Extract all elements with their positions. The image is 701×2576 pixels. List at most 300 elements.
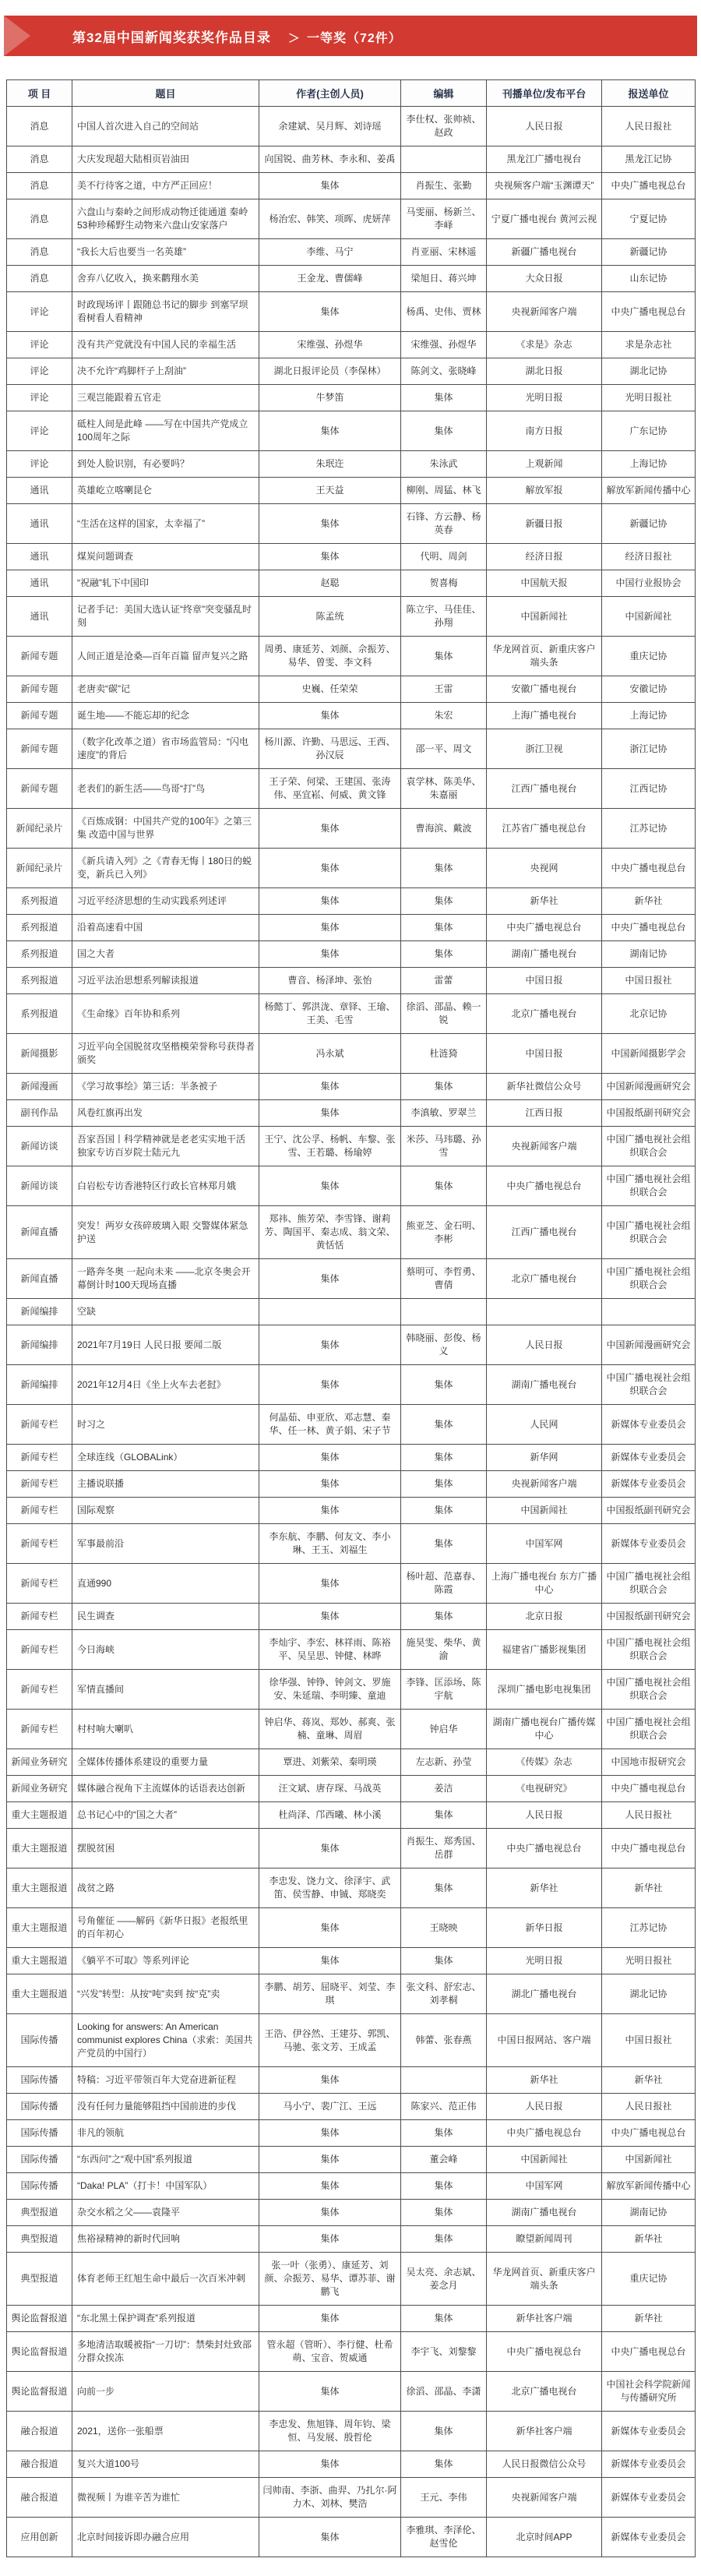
submitter-cell: 人民日报社 — [602, 107, 696, 146]
platform-cell: 新华网 — [487, 1445, 602, 1471]
submitter-cell: 经济日报社 — [602, 544, 696, 570]
table-row — [7, 544, 696, 570]
page-title-subtitle: 一等奖（72件） — [306, 31, 402, 45]
title-cell: 村村响大喇叭 — [72, 1710, 259, 1749]
editors-cell: 集体 — [401, 1604, 487, 1630]
category-cell: 新闻访谈 — [7, 1127, 72, 1166]
platform-cell: 宁夏广播电视台 黄河云视 — [487, 199, 602, 239]
table-row — [7, 1630, 696, 1670]
category-cell: 评论 — [7, 358, 72, 385]
title-cell: 军情直播间 — [72, 1670, 259, 1710]
authors-cell: 杨懿丁、郭洪泷、章铎、王瑜、王美、毛雪 — [259, 994, 401, 1034]
authors-cell: 集体 — [259, 504, 401, 544]
platform-cell: 新华社微信公众号 — [487, 1074, 602, 1100]
table-row — [7, 1749, 696, 1776]
submitter-cell: 中国广播电视社会组织联合会 — [602, 1206, 696, 1259]
submitter-cell: 光明日报社 — [602, 1948, 696, 1974]
editors-cell: 集体 — [401, 1471, 487, 1498]
category-cell: 重大主题报道 — [7, 1802, 72, 1829]
platform-cell: 中国新闻社 — [487, 2147, 602, 2173]
category-cell: 新闻专栏 — [7, 1670, 72, 1710]
category-cell: 重大主题报道 — [7, 1908, 72, 1948]
awards-table — [6, 79, 696, 2557]
table-row — [7, 994, 696, 1034]
authors-cell: 王天益 — [259, 478, 401, 504]
category-cell: 新闻业务研究 — [7, 1749, 72, 1776]
platform-cell: 中国新闻社 — [487, 1498, 602, 1524]
title-cell: 特稿：习近平带领百年大党奋进新征程 — [72, 2067, 259, 2094]
platform-cell: 南方日报 — [487, 411, 602, 451]
submitter-cell: 中央广播电视总台 — [602, 2332, 696, 2372]
platform-cell: 中央广播电视总台 — [487, 1166, 602, 1206]
authors-cell: 李维、马宁 — [259, 239, 401, 266]
platform-cell: 湖南广播电视台 — [487, 1365, 602, 1405]
editors-cell: 米莎、马玮璐、孙雪 — [401, 1127, 487, 1166]
editors-cell: 李宇飞、刘黎黎 — [401, 2332, 487, 2372]
table-row — [7, 2014, 696, 2067]
submitter-cell: 中央广播电视总台 — [602, 292, 696, 332]
authors-cell: 宋维强、孙煜华 — [259, 332, 401, 358]
submitter-cell: 新华社 — [602, 888, 696, 915]
category-cell: 典型报道 — [7, 2226, 72, 2253]
editors-cell: 肖振生、张勤 — [401, 173, 487, 199]
editors-cell: 集体 — [401, 2200, 487, 2226]
table-header-row — [7, 80, 696, 107]
platform-cell: 华龙网首页、新重庆客户端头条 — [487, 637, 602, 676]
category-cell: 新闻直播 — [7, 1259, 72, 1299]
editors-cell: 代明、周剑 — [401, 544, 487, 570]
editors-cell: 钟启华 — [401, 1710, 487, 1749]
editors-cell: 集体 — [401, 941, 487, 968]
submitter-cell: 湖北记协 — [602, 358, 696, 385]
awards-table-body — [7, 107, 696, 2557]
category-cell: 新闻纪录片 — [7, 809, 72, 849]
submitter-cell: 重庆记协 — [602, 2253, 696, 2306]
category-cell: 融合报道 — [7, 2451, 72, 2478]
submitter-cell: 北京记协 — [602, 994, 696, 1034]
category-cell: 新闻专题 — [7, 769, 72, 809]
authors-cell: 王金龙、曹儒峰 — [259, 266, 401, 292]
title-cell: 决不允许“鸡脚杆子上刮油” — [72, 358, 259, 385]
table-row — [7, 1100, 696, 1127]
authors-cell: 集体 — [259, 2306, 401, 2332]
category-cell: 系列报道 — [7, 968, 72, 994]
platform-cell: 央视新闻客户端 — [487, 2478, 602, 2518]
title-cell: 焦裕禄精神的新时代回响 — [72, 2226, 259, 2253]
category-cell: 新闻编排 — [7, 1299, 72, 1325]
editors-cell: 集体 — [401, 1524, 487, 1564]
submitter-cell: 新华社 — [602, 2067, 696, 2094]
editors-cell: 马雯丽、杨新兰、李峄 — [401, 199, 487, 239]
title-cell: 全球连线（GLOBALink） — [72, 1445, 259, 1471]
title-cell: 《学习故事绘》第三话：半条被子 — [72, 1074, 259, 1100]
submitter-cell: 中国报纸副刊研究会 — [602, 1100, 696, 1127]
platform-cell: 中央广播电视总台 — [487, 2332, 602, 2372]
title-cell: 习近平向全国脱贫攻坚楷模荣誉称号获得者颁奖 — [72, 1034, 259, 1074]
platform-cell: 人民网 — [487, 1405, 602, 1445]
column-header: 报送单位 — [602, 80, 696, 107]
authors-cell: 集体 — [259, 941, 401, 968]
table-row — [7, 888, 696, 915]
authors-cell: 集体 — [259, 2120, 401, 2147]
submitter-cell: 中央广播电视总台 — [602, 173, 696, 199]
platform-cell: 央视新闻客户端 — [487, 292, 602, 332]
submitter-cell: 求是杂志社 — [602, 332, 696, 358]
submitter-cell: 中国广播电视社会组织联合会 — [602, 1365, 696, 1405]
submitter-cell: 人民日报社 — [602, 2094, 696, 2120]
authors-cell: 集体 — [259, 703, 401, 729]
title-cell: 国际观察 — [72, 1498, 259, 1524]
submitter-cell: 中央广播电视总台 — [602, 849, 696, 888]
category-cell: 消息 — [7, 266, 72, 292]
authors-cell: 周勇、康延芳、刘颜、佘振芳、易华、曾雯、李文科 — [259, 637, 401, 676]
category-cell: 通讯 — [7, 597, 72, 637]
table-row — [7, 2147, 696, 2173]
category-cell: 国际传播 — [7, 2173, 72, 2200]
editors-cell: 姜洁 — [401, 1776, 487, 1802]
table-row — [7, 1802, 696, 1829]
editors-cell: 集体 — [401, 1868, 487, 1908]
table-row — [7, 849, 696, 888]
submitter-cell: 新疆记协 — [602, 504, 696, 544]
authors-cell: 李灿宇、李宏、林祥雨、陈裕平、吴呈思、钟健、林晔 — [259, 1630, 401, 1670]
page-title — [72, 26, 402, 46]
category-cell: 重大主题报道 — [7, 1948, 72, 1974]
editors-cell: 集体 — [401, 2226, 487, 2253]
submitter-cell: 新媒体专业委员会 — [602, 2518, 696, 2557]
authors-cell: 集体 — [259, 2372, 401, 2412]
category-cell: 系列报道 — [7, 994, 72, 1034]
submitter-cell: 中国新闻社 — [602, 2147, 696, 2173]
title-cell: 老唐卖“碳”记 — [72, 676, 259, 703]
table-row — [7, 1405, 696, 1445]
editors-cell: 李滇敏、罗翠兰 — [401, 1100, 487, 1127]
submitter-cell: 湖南记协 — [602, 941, 696, 968]
platform-cell: 《求是》杂志 — [487, 332, 602, 358]
submitter-cell: 新华社 — [602, 2306, 696, 2332]
authors-cell: 集体 — [259, 915, 401, 941]
category-cell: 重大主题报道 — [7, 1868, 72, 1908]
platform-cell: 新疆日报 — [487, 504, 602, 544]
category-cell: 新闻编排 — [7, 1325, 72, 1365]
table-row — [7, 1908, 696, 1948]
title-cell: 《百炼成钢：中国共产党的100年》之第三集 改造中国与世界 — [72, 809, 259, 849]
authors-cell: 集体 — [259, 2067, 401, 2094]
authors-cell: 湖北日报评论员（李保林） — [259, 358, 401, 385]
platform-cell: 湖南广播电视台 — [487, 941, 602, 968]
editors-cell: 集体 — [401, 1405, 487, 1445]
platform-cell: 中国航天报 — [487, 570, 602, 597]
category-cell: 评论 — [7, 385, 72, 411]
editors-cell: 宋维强、孙煜华 — [401, 332, 487, 358]
authors-cell: 马小宁、裴广江、王远 — [259, 2094, 401, 2120]
table-row — [7, 411, 696, 451]
breadcrumb-separator: ＞ — [287, 31, 301, 45]
platform-cell: 新华社客户端 — [487, 2412, 602, 2451]
platform-cell: 人民日报 — [487, 1325, 602, 1365]
submitter-cell: 中央广播电视总台 — [602, 1829, 696, 1868]
editors-cell: 邵一平、周文 — [401, 729, 487, 769]
editors-cell: 王雷 — [401, 676, 487, 703]
submitter-cell: 宁夏记协 — [602, 199, 696, 239]
platform-cell: 央视频客户端“玉渊谭天” — [487, 173, 602, 199]
page-title-banner — [4, 16, 697, 56]
table-row — [7, 451, 696, 478]
title-cell: 诞生地——不能忘却的纪念 — [72, 703, 259, 729]
authors-cell: 集体 — [259, 1325, 401, 1365]
table-row — [7, 2412, 696, 2451]
submitter-cell: 中国报纸副刊研究会 — [602, 1498, 696, 1524]
column-header: 刊播单位/发布平台 — [487, 80, 602, 107]
submitter-cell: 中国社会科学院新闻与传播研究所 — [602, 2372, 696, 2412]
platform-cell: 光明日报 — [487, 385, 602, 411]
editors-cell: 左志新、孙莹 — [401, 1749, 487, 1776]
authors-cell: 集体 — [259, 411, 401, 451]
editors-cell: 王晓映 — [401, 1908, 487, 1948]
title-cell: 美不行待客之道，中方严正回应！ — [72, 173, 259, 199]
category-cell: 典型报道 — [7, 2253, 72, 2306]
platform-cell: 《电视研究》 — [487, 1776, 602, 1802]
platform-cell: 江西广播电视台 — [487, 769, 602, 809]
category-cell: 重大主题报道 — [7, 1829, 72, 1868]
authors-cell: 集体 — [259, 1498, 401, 1524]
title-cell: “东北黑土保护调查”系列报道 — [72, 2306, 259, 2332]
authors-cell: 王浩、伊谷然、王建芬、郭凯、马驰、张文芳、王成孟 — [259, 2014, 401, 2067]
editors-cell — [401, 146, 487, 173]
authors-cell: 集体 — [259, 888, 401, 915]
authors-cell: 集体 — [259, 1604, 401, 1630]
title-cell: 直通990 — [72, 1564, 259, 1604]
submitter-cell: 山东记协 — [602, 266, 696, 292]
submitter-cell — [602, 1299, 696, 1325]
table-row — [7, 2372, 696, 2412]
title-cell: 时习之 — [72, 1405, 259, 1445]
authors-cell: 向国锐、曲芳林、李永和、姜禹 — [259, 146, 401, 173]
editors-cell — [401, 2067, 487, 2094]
category-cell: 系列报道 — [7, 941, 72, 968]
authors-cell: 张一叶（张勇）、康延芳、刘颜、佘振芳、易华、谭苏菲、谢鹏飞 — [259, 2253, 401, 2306]
title-cell: 煤炭问题调查 — [72, 544, 259, 570]
table-row — [7, 1948, 696, 1974]
editors-cell: 肖亚丽、宋林遥 — [401, 239, 487, 266]
category-cell: 新闻纪录片 — [7, 849, 72, 888]
platform-cell: 新华社 — [487, 888, 602, 915]
submitter-cell: 浙江记协 — [602, 729, 696, 769]
editors-cell: 集体 — [401, 888, 487, 915]
editors-cell: 集体 — [401, 637, 487, 676]
authors-cell: 李鹏、胡芳、屈晓平、刘莹、李琪 — [259, 1974, 401, 2014]
table-row — [7, 385, 696, 411]
submitter-cell: 上海记协 — [602, 703, 696, 729]
editors-cell: 杨叶超、范嘉春、陈霞 — [401, 1564, 487, 1604]
platform-cell: 北京日报 — [487, 1604, 602, 1630]
title-cell: 体育老师王红旭生命中最后一次百米冲刺 — [72, 2253, 259, 2306]
category-cell: 消息 — [7, 107, 72, 146]
platform-cell: 深圳广播电影电视集团 — [487, 1670, 602, 1710]
category-cell: 消息 — [7, 239, 72, 266]
editors-cell: 吴太亮、余志斌、姜念月 — [401, 2253, 487, 2306]
authors-cell: 集体 — [259, 849, 401, 888]
authors-cell: 集体 — [259, 1445, 401, 1471]
platform-cell — [487, 1299, 602, 1325]
submitter-cell: 中国广播电视社会组织联合会 — [602, 1127, 696, 1166]
category-cell: 重大主题报道 — [7, 1974, 72, 2014]
table-row — [7, 2173, 696, 2200]
authors-cell: 陈孟统 — [259, 597, 401, 637]
category-cell: 新闻漫画 — [7, 1074, 72, 1100]
editors-cell: 王元、李伟 — [401, 2478, 487, 2518]
category-cell: 评论 — [7, 332, 72, 358]
platform-cell: 大众日报 — [487, 266, 602, 292]
submitter-cell: 新媒体专业委员会 — [602, 2451, 696, 2478]
editors-cell: 韩蕾、张春燕 — [401, 2014, 487, 2067]
submitter-cell: 新媒体专业委员会 — [602, 1471, 696, 1498]
editors-cell: 集体 — [401, 849, 487, 888]
category-cell: 新闻专栏 — [7, 1498, 72, 1524]
title-cell: 砥柱人间是此峰 ——写在中国共产党成立100周年之际 — [72, 411, 259, 451]
submitter-cell: 上海记协 — [602, 451, 696, 478]
editors-cell: 曹海滨、戴波 — [401, 809, 487, 849]
submitter-cell: 新媒体专业委员会 — [602, 1445, 696, 1471]
title-cell: 突发！两岁女孩碎玻璃入眼 交警媒体紧急护送 — [72, 1206, 259, 1259]
platform-cell: 北京时间APP — [487, 2518, 602, 2557]
category-cell: 新闻专题 — [7, 676, 72, 703]
platform-cell: 安徽广播电视台 — [487, 676, 602, 703]
authors-cell: 冯永斌 — [259, 1034, 401, 1074]
platform-cell: 人民日报 — [487, 2094, 602, 2120]
category-cell: 通讯 — [7, 478, 72, 504]
title-cell: 号角催征 ——解码《新华日报》老报纸里的百年初心 — [72, 1908, 259, 1948]
table-row — [7, 266, 696, 292]
table-row — [7, 1498, 696, 1524]
authors-cell: 集体 — [259, 1259, 401, 1299]
category-cell: 新闻直播 — [7, 1206, 72, 1259]
table-row — [7, 504, 696, 544]
platform-cell: 浙江卫视 — [487, 729, 602, 769]
submitter-cell: 黑龙江记协 — [602, 146, 696, 173]
title-cell: 习近平法治思想系列解读报道 — [72, 968, 259, 994]
authors-cell: 管永超（管昕）、李行健、杜希萌、宝音、贺威通 — [259, 2332, 401, 2372]
category-cell: 新闻专栏 — [7, 1710, 72, 1749]
table-row — [7, 1259, 696, 1299]
title-cell: 六盘山与秦岭之间形成动物迁徙通道 秦岭53种珍稀野生动物来六盘山安家落户 — [72, 199, 259, 239]
title-cell: 老表们的新生活——鸟哥“打”鸟 — [72, 769, 259, 809]
platform-cell: 湖南广播电视台 — [487, 2200, 602, 2226]
category-cell: 副刊作品 — [7, 1100, 72, 1127]
authors-cell: 集体 — [259, 2451, 401, 2478]
title-cell: 复兴大道100号 — [72, 2451, 259, 2478]
editors-cell: 集体 — [401, 1445, 487, 1471]
editors-cell: 集体 — [401, 1498, 487, 1524]
submitter-cell: 中国广播电视社会组织联合会 — [602, 1259, 696, 1299]
table-row — [7, 597, 696, 637]
category-cell: 国际传播 — [7, 2120, 72, 2147]
platform-cell: 湖北广播电视台 — [487, 1974, 602, 2014]
platform-cell: 新华社客户端 — [487, 2306, 602, 2332]
table-row — [7, 2518, 696, 2557]
category-cell: 舆论监督报道 — [7, 2332, 72, 2372]
platform-cell: 经济日报 — [487, 544, 602, 570]
category-cell: 舆论监督报道 — [7, 2306, 72, 2332]
authors-cell: 集体 — [259, 2147, 401, 2173]
editors-cell: 石锋、方云静、杨英春 — [401, 504, 487, 544]
authors-cell: 余建斌、吴月辉、刘诗瑶 — [259, 107, 401, 146]
authors-cell: 史巍、任荣荣 — [259, 676, 401, 703]
submitter-cell: 中国日报社 — [602, 2014, 696, 2067]
title-cell: 今日海峡 — [72, 1630, 259, 1670]
title-cell: 非凡的领航 — [72, 2120, 259, 2147]
platform-cell: 人民日报 — [487, 1802, 602, 1829]
platform-cell: 中央广播电视总台 — [487, 1829, 602, 1868]
submitter-cell: 中国广播电视社会组织联合会 — [602, 1710, 696, 1749]
authors-cell: 集体 — [259, 1074, 401, 1100]
authors-cell: 集体 — [259, 292, 401, 332]
title-cell: 微视频丨为谁辛苦为谁忙 — [72, 2478, 259, 2518]
title-cell: 三观岂能跟着五官走 — [72, 385, 259, 411]
authors-cell: 集体 — [259, 1908, 401, 1948]
title-cell: 沿着高速看中国 — [72, 915, 259, 941]
table-row — [7, 332, 696, 358]
platform-cell: 瞭望新闻周刊 — [487, 2226, 602, 2253]
authors-cell: 杜尚泽、邝西曦、林小溪 — [259, 1802, 401, 1829]
category-cell: 消息 — [7, 146, 72, 173]
submitter-cell: 中国日报社 — [602, 968, 696, 994]
submitter-cell: 新华社 — [602, 2226, 696, 2253]
submitter-cell: 新华社 — [602, 1868, 696, 1908]
table-row — [7, 199, 696, 239]
authors-cell: 覃进、刘紫荣、秦明瑛 — [259, 1749, 401, 1776]
authors-cell: 王宁、沈公孚、杨帆、车黎、张雪、王若璐、杨瑜婷 — [259, 1127, 401, 1166]
submitter-cell: 新媒体专业委员会 — [602, 1405, 696, 1445]
platform-cell: 解放军报 — [487, 478, 602, 504]
title-cell: 多地清洁取暖被指“一刀切”：禁柴封灶致部分群众挨冻 — [72, 2332, 259, 2372]
platform-cell: 《传媒》杂志 — [487, 1749, 602, 1776]
title-cell: 没有共产党就没有中国人民的幸福生活 — [72, 332, 259, 358]
table-row — [7, 703, 696, 729]
category-cell: 舆论监督报道 — [7, 2372, 72, 2412]
table-row — [7, 1206, 696, 1259]
submitter-cell: 中国广播电视社会组织联合会 — [602, 1564, 696, 1604]
submitter-cell: 中国行业报协会 — [602, 570, 696, 597]
submitter-cell: 湖南记协 — [602, 2200, 696, 2226]
title-cell: “我长大后也要当一名英雄” — [72, 239, 259, 266]
title-cell: 《新兵请入列》之《青春无悔丨180日的蜕变，新兵已入列》 — [72, 849, 259, 888]
category-cell: 评论 — [7, 411, 72, 451]
category-cell: 典型报道 — [7, 2200, 72, 2226]
category-cell: 新闻编排 — [7, 1365, 72, 1405]
editors-cell: 朱泳武 — [401, 451, 487, 478]
editors-cell: 集体 — [401, 2306, 487, 2332]
table-row — [7, 2120, 696, 2147]
authors-cell: 集体 — [259, 2226, 401, 2253]
authors-cell: 集体 — [259, 1471, 401, 1498]
platform-cell: 人民日报 — [487, 107, 602, 146]
submitter-cell: 光明日报社 — [602, 385, 696, 411]
category-cell: 通讯 — [7, 504, 72, 544]
category-cell: 新闻专题 — [7, 637, 72, 676]
title-cell: 向前一步 — [72, 2372, 259, 2412]
category-cell: 新闻专栏 — [7, 1604, 72, 1630]
table-row — [7, 1776, 696, 1802]
table-row — [7, 729, 696, 769]
category-cell: 国际传播 — [7, 2094, 72, 2120]
authors-cell: 钟启华、蒋岚、郑妙、郝爽、张楠、童琳、周眉 — [259, 1710, 401, 1749]
table-row — [7, 2094, 696, 2120]
title-cell: Looking for answers: An American communist explores China（求索：美国共产党员的中国行） — [72, 2014, 259, 2067]
column-header: 编辑 — [401, 80, 487, 107]
editors-cell: 董会峰 — [401, 2147, 487, 2173]
submitter-cell: 新疆记协 — [602, 239, 696, 266]
